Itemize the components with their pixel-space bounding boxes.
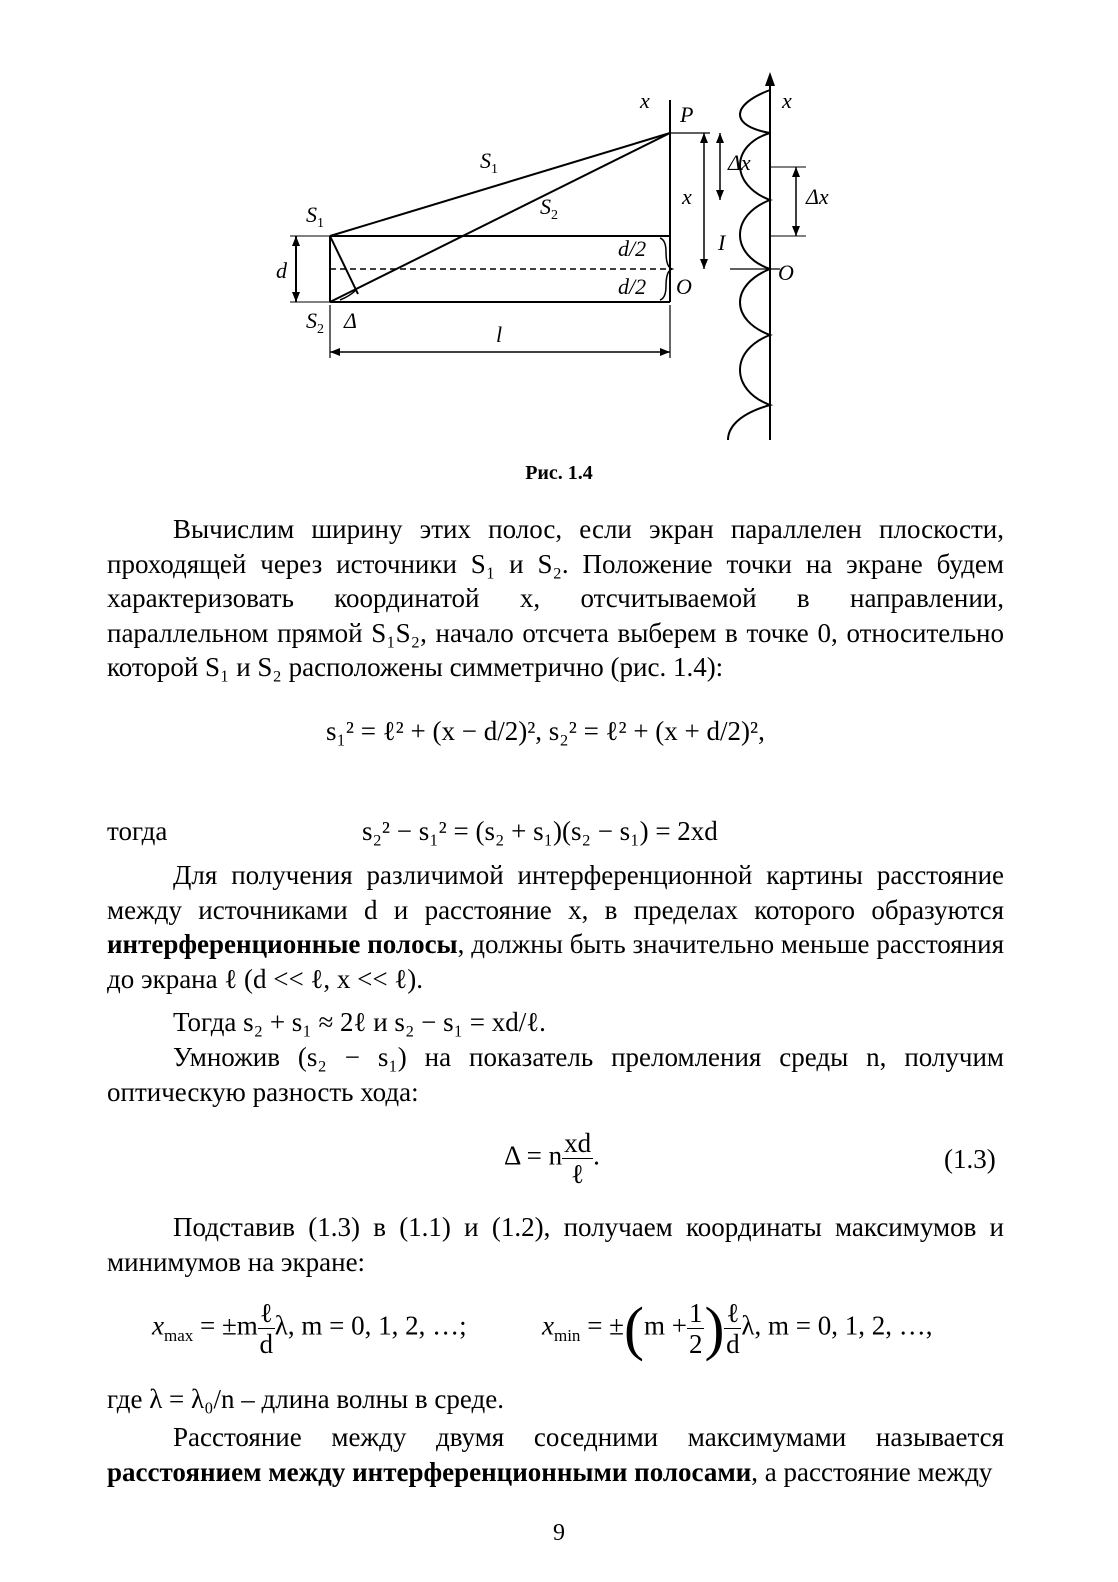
equation-delta: Δ = n $\frac{xd}{\text{ℓ}}$ .: [504, 1128, 600, 1189]
figure-caption: Рис. 1.4: [525, 462, 593, 484]
d-label: d: [276, 258, 287, 283]
x-axis-label: x: [640, 88, 650, 113]
paragraph-5: Подставив (1.3) в (1.1) и (1.2), получаем координаты максимумов и минимумов на экране:: [107, 1212, 1004, 1277]
plot-x-label: x: [782, 88, 792, 113]
source-s1-label: $S_1$: [306, 202, 324, 231]
paragraph-7: Расстояние между двумя соседними максимумами называется расстоянием между интерференционными полосами, а расстояние между: [107, 1422, 1004, 1487]
equation-diff: s₂² − s₁² = (s₂ + s₁)(s₂ − s₁) = 2xd: [362, 816, 718, 846]
half-d-top-label: d/2: [618, 236, 647, 261]
paragraph-4: Умножив (s₂ − s₁) на показатель преломления среды n, получим оптическую разность хода:: [107, 1042, 1004, 1107]
bold-term-fringes: интерференционные полосы: [107, 929, 458, 959]
togda-label: тогда: [107, 816, 168, 846]
page-number: 9: [553, 1520, 565, 1546]
paragraph-3: Тогда s₂ + s₁ ≈ 2ℓ и s₂ − s₁ = xd/ℓ.: [173, 1007, 546, 1037]
dx-right-label: Δx: [806, 184, 829, 209]
delta-label: Δ: [344, 308, 357, 333]
point-p-label: P: [680, 102, 694, 127]
paragraph-2: Для получения различимой интерференционной картины расстояние между источниками d и расстояние x, в пределах которого образуются интерференционные полосы, должны быть значительно меньше расстояния до экрана ℓ (d << ℓ, x << ℓ).: [107, 860, 1004, 994]
ray-s1-label: $S_1$: [480, 148, 498, 177]
paragraph-1: Вычислим ширину этих полос, если экран параллелен плоскости, проходящей через источники S₁ и S₂. Положение точки на экране будем характеризовать координатой x, отсчитываемой в направлении, параллельном прямой S₁S₂, начало отсчета выберем в точке 0, относительно которой S₁ и S₂ расположены симметрично (рис. 1.4):: [107, 514, 1004, 682]
source-s2-label: $S_2$: [306, 308, 324, 337]
equation-s: s₁² = ℓ² + (x − d/2)², s₂² = ℓ² + (x + d/2)²,: [326, 716, 765, 746]
dx-left-label: Δx: [728, 150, 751, 175]
half-d-bottom-label: d/2: [618, 274, 647, 299]
paragraph-6: где λ = λ₀/n – длина волны в среде.: [107, 1384, 504, 1414]
intensity-label: I: [718, 230, 726, 255]
figure-1-4: [0, 0, 1118, 470]
origin-screen-label: O: [676, 274, 692, 299]
equation-max: $x_{max} = \pm m$ $\frac{\text{ℓ}}{d}$ λ, m = 0, 1, 2, …;: [152, 1298, 467, 1359]
l-label: l: [496, 322, 503, 347]
ray-s2-label: $S_2$: [540, 194, 558, 223]
origin-plot-label: O: [778, 260, 794, 285]
interference-diagram: [0, 0, 1118, 470]
x-distance-label: x: [682, 184, 692, 209]
equation-min: $x_{min} = \pm(m$ + $\frac{1}{2}$ ) $\frac{\text{ℓ}}{d}$ λ, m = 0, 1, 2, …,: [542, 1295, 933, 1362]
equation-number: (1.3): [944, 1144, 996, 1174]
